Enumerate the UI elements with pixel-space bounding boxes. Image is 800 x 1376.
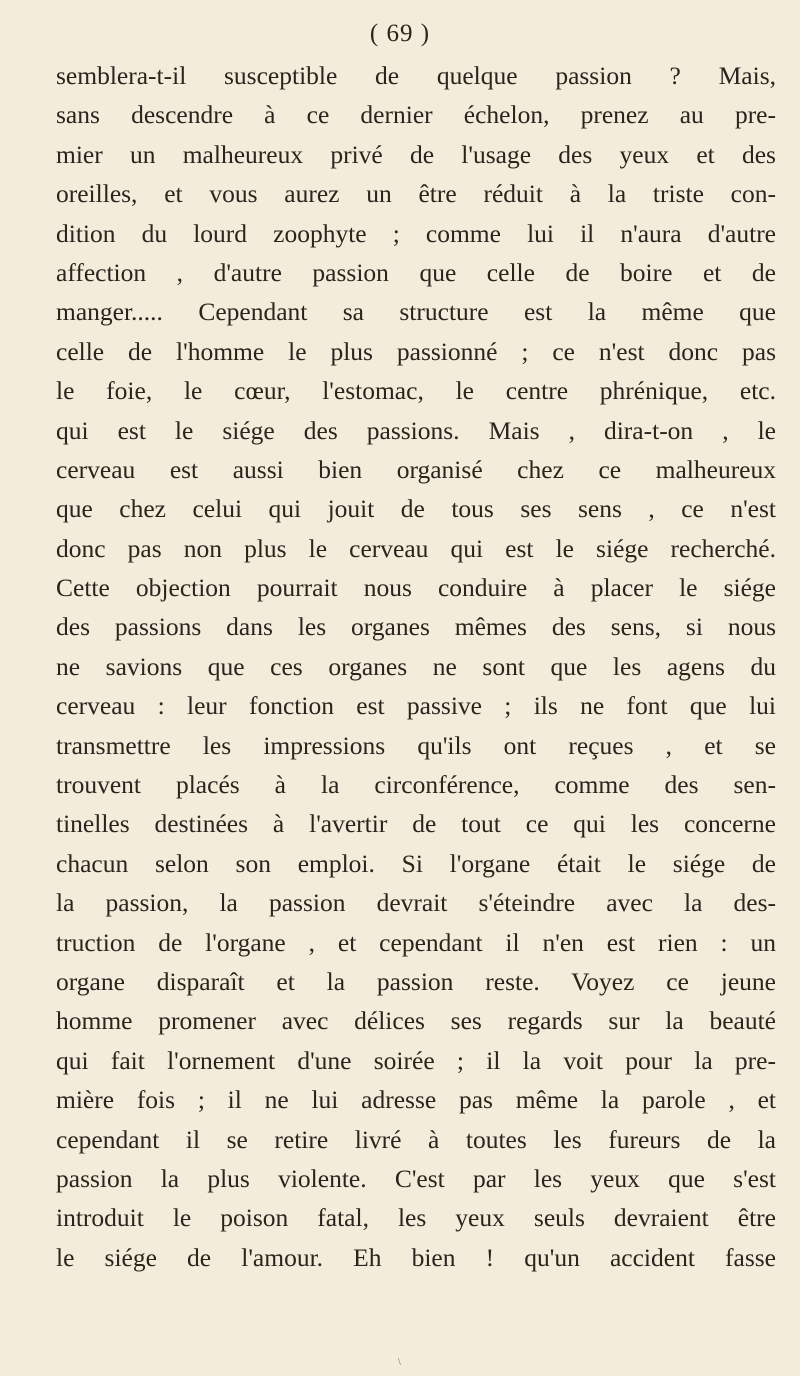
signature-mark: \	[398, 1357, 401, 1368]
text-line: trouvent placés à la circonférence, comme des sen-	[56, 770, 776, 800]
text-line: celle de l'homme le plus passionné ; ce n'est donc pas	[56, 336, 776, 366]
text-line: manger..... Cependant sa structure est la même que	[56, 297, 776, 327]
text-line: le foie, le cœur, l'estomac, le centre phrénique, etc.	[56, 376, 776, 406]
text-line: cependant il se retire livré à toutes les fureurs de la	[56, 1124, 776, 1154]
text-line: donc pas non plus le cerveau qui est le siége recherché.	[56, 533, 776, 563]
text-line: chacun selon son emploi. Si l'organe était le siége de	[56, 848, 776, 878]
text-line: tinelles destinées à l'avertir de tout ce qui les concerne	[56, 809, 776, 839]
page-number: ( 69 )	[369, 20, 431, 47]
text-line: qui est le siége des passions. Mais , dira-t-on , le	[56, 415, 776, 445]
text-line: sans descendre à ce dernier échelon, prenez au pre-	[56, 100, 776, 130]
text-line: le siége de l'amour. Eh bien ! qu'un accident fasse	[56, 1242, 776, 1272]
body-text	[56, 56, 776, 1277]
text-line: que chez celui qui jouit de tous ses sens , ce n'est	[56, 494, 776, 524]
text-line: Cette objection pourrait nous conduire à placer le siége	[56, 573, 776, 603]
text-line: la passion, la passion devrait s'éteindre avec la des-	[56, 888, 776, 918]
text-line: affection , d'autre passion que celle de boire et de	[56, 257, 776, 287]
text-line: semblera-t-il susceptible de quelque passion ? Mais,	[56, 61, 776, 90]
text-line: oreilles, et vous aurez un être réduit à la triste con-	[56, 179, 776, 209]
text-line: passion la plus violente. C'est par les yeux que s'est	[56, 1163, 776, 1193]
text-line: dition du lourd zoophyte ; comme lui il n'aura d'autre	[56, 218, 776, 248]
text-line: transmettre les impressions qu'ils ont reçues , et se	[56, 730, 776, 760]
text-line: mière fois ; il ne lui adresse pas même la parole , et	[56, 1085, 776, 1115]
text-line: qui fait l'ornement d'une soirée ; il la voit pour la pre-	[56, 1045, 776, 1075]
text-line: des passions dans les organes mêmes des sens, si nous	[56, 612, 776, 642]
text-line: ne savions que ces organes ne sont que les agens du	[56, 651, 776, 681]
text-line: organe disparaît et la passion reste. Voyez ce jeune	[56, 966, 776, 996]
text-line: introduit le poison fatal, les yeux seuls devraient être	[56, 1203, 776, 1233]
text-line: mier un malheureux privé de l'usage des yeux et des	[56, 139, 776, 169]
text-line: cerveau est aussi bien organisé chez ce malheureux	[56, 454, 776, 484]
text-line: truction de l'organe , et cependant il n'en est rien : un	[56, 927, 776, 957]
text-line: homme promener avec délices ses regards sur la beauté	[56, 1006, 776, 1036]
text-line: cerveau : leur fonction est passive ; ils ne font que lui	[56, 691, 776, 721]
